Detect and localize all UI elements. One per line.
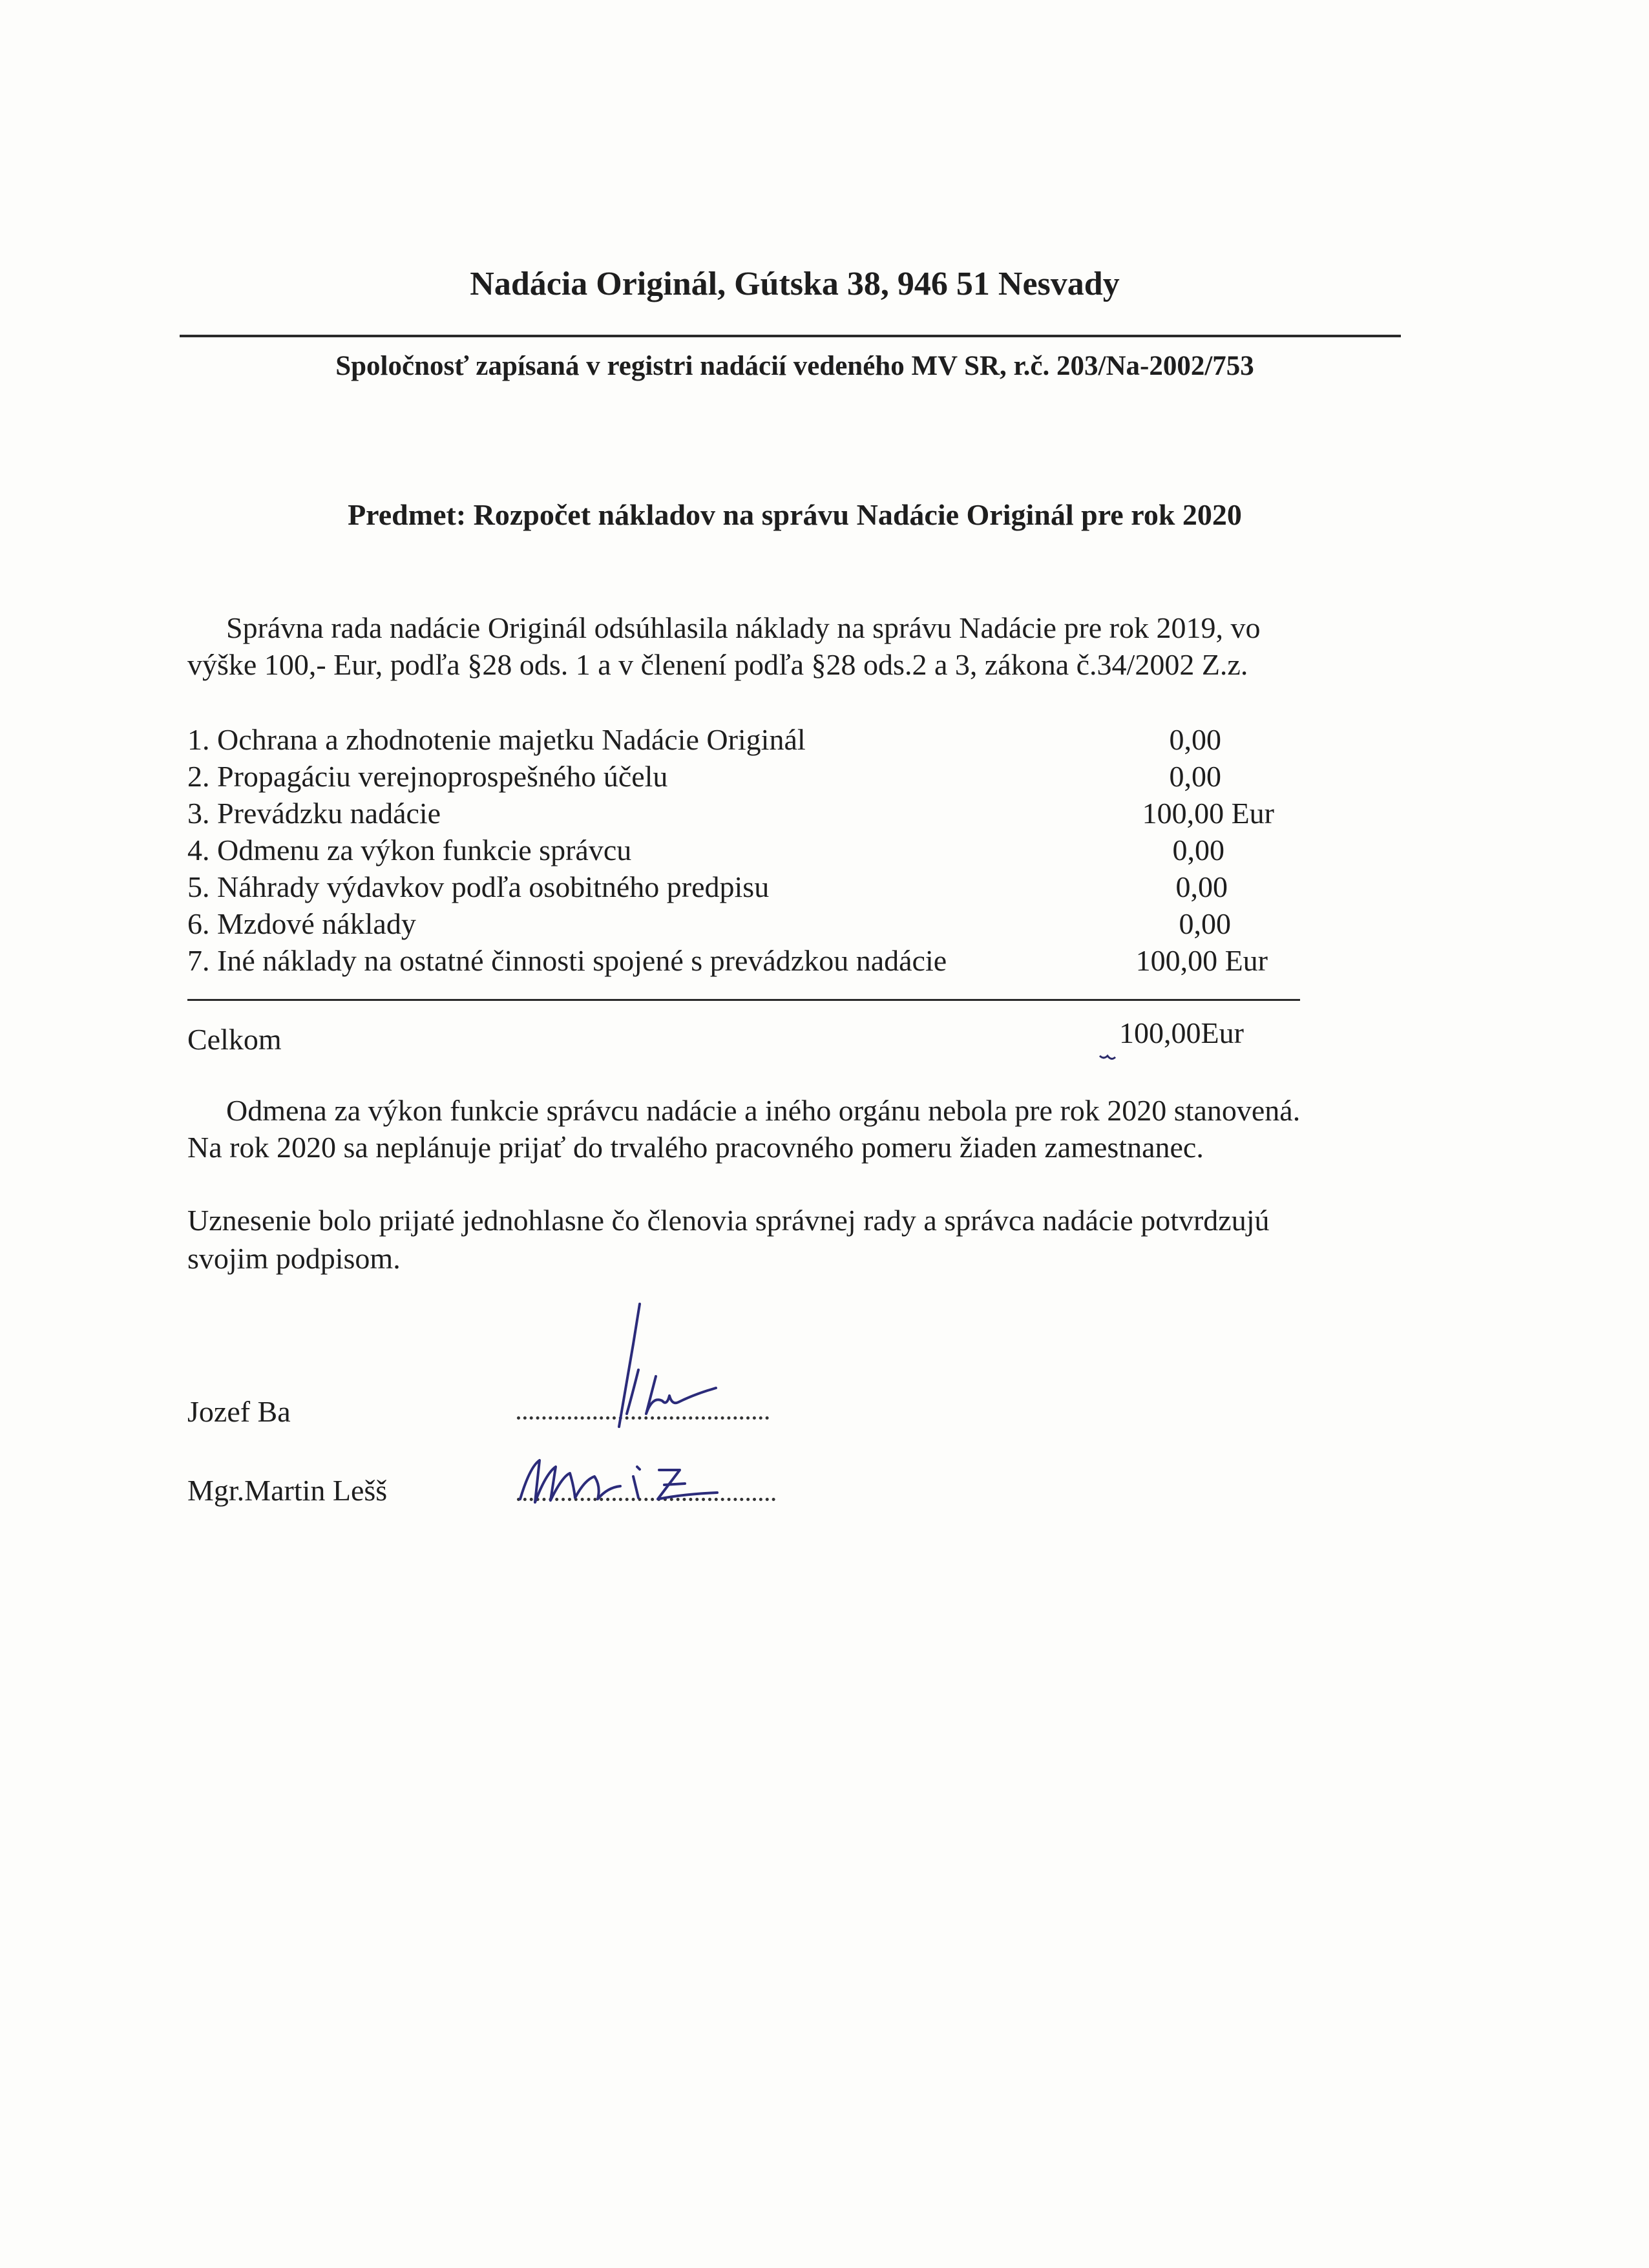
budget-item-label: 3. Prevádzku nadácie	[187, 797, 441, 830]
signatory-name: Mgr.Martin Lešš	[187, 1474, 388, 1507]
intro-line-2: výške 100,- Eur, podľa §28 ods. 1 a v členení podľa §28 ods.2 a 3, zákona č.34/2002 Z.z.	[187, 648, 1248, 681]
budget-item-value: 0,00	[1175, 870, 1228, 903]
subject-line: Predmet: Rozpočet nákladov na správu Nadácie Originál pre rok 2020	[348, 498, 1242, 531]
budget-item-label: 2. Propagáciu verejnoprospešného účelu	[187, 760, 668, 793]
ink-mark	[1098, 1051, 1124, 1064]
signatory-name: Jozef Ba	[187, 1395, 291, 1428]
intro-line-1: Správna rada nadácie Originál odsúhlasila náklady na správu Nadácie pre rok 2019, vo	[226, 611, 1261, 644]
budget-item-value: 0,00	[1179, 907, 1231, 940]
budget-item-value: 100,00 Eur	[1135, 944, 1268, 977]
resolution-line-1: Uznesenie bolo prijaté jednohlasne čo členovia správnej rady a správca nadácie potvrdzujú	[187, 1204, 1270, 1237]
notes-line-2: Na rok 2020 sa neplánuje prijať do trvalého pracovného pomeru žiaden zamestnanec.	[187, 1131, 1204, 1164]
budget-item-value: 100,00 Eur	[1142, 797, 1274, 830]
budget-item-label: 6. Mzdové náklady	[187, 907, 416, 940]
total-label: Celkom	[187, 1023, 282, 1056]
signature	[510, 1441, 743, 1512]
budget-item-value: 0,00	[1169, 723, 1221, 756]
budget-item-value: 0,00	[1169, 760, 1221, 793]
registry-statement: Spoločnosť zapísaná v registri nadácií vedeného MV SR, r.č. 203/Na-2002/753	[335, 351, 1254, 381]
budget-item-label: 4. Odmenu za výkon funkcie správcu	[187, 834, 632, 866]
notes-line-1: Odmena za výkon funkcie správcu nadácie a iného orgánu nebola pre rok 2020 stanovená.	[226, 1094, 1301, 1127]
budget-item-label: 5. Náhrady výdavkov podľa osobitného predpisu	[187, 870, 770, 903]
budget-item-label: 1. Ochrana a zhodnotenie majetku Nadácie Originál	[187, 723, 806, 756]
budget-item-label: 7. Iné náklady na ostatné činnosti spojené s prevádzkou nadácie	[187, 944, 947, 977]
resolution-line-2: svojim podpisom.	[187, 1242, 401, 1275]
budget-item-value: 0,00	[1172, 834, 1224, 866]
signature	[543, 1299, 775, 1428]
total-value: 100,00Eur	[1119, 1016, 1244, 1049]
header-divider	[180, 335, 1401, 337]
foundation-title: Nadácia Originál, Gútska 38, 946 51 Nesvady	[470, 266, 1120, 302]
total-divider	[187, 999, 1300, 1001]
